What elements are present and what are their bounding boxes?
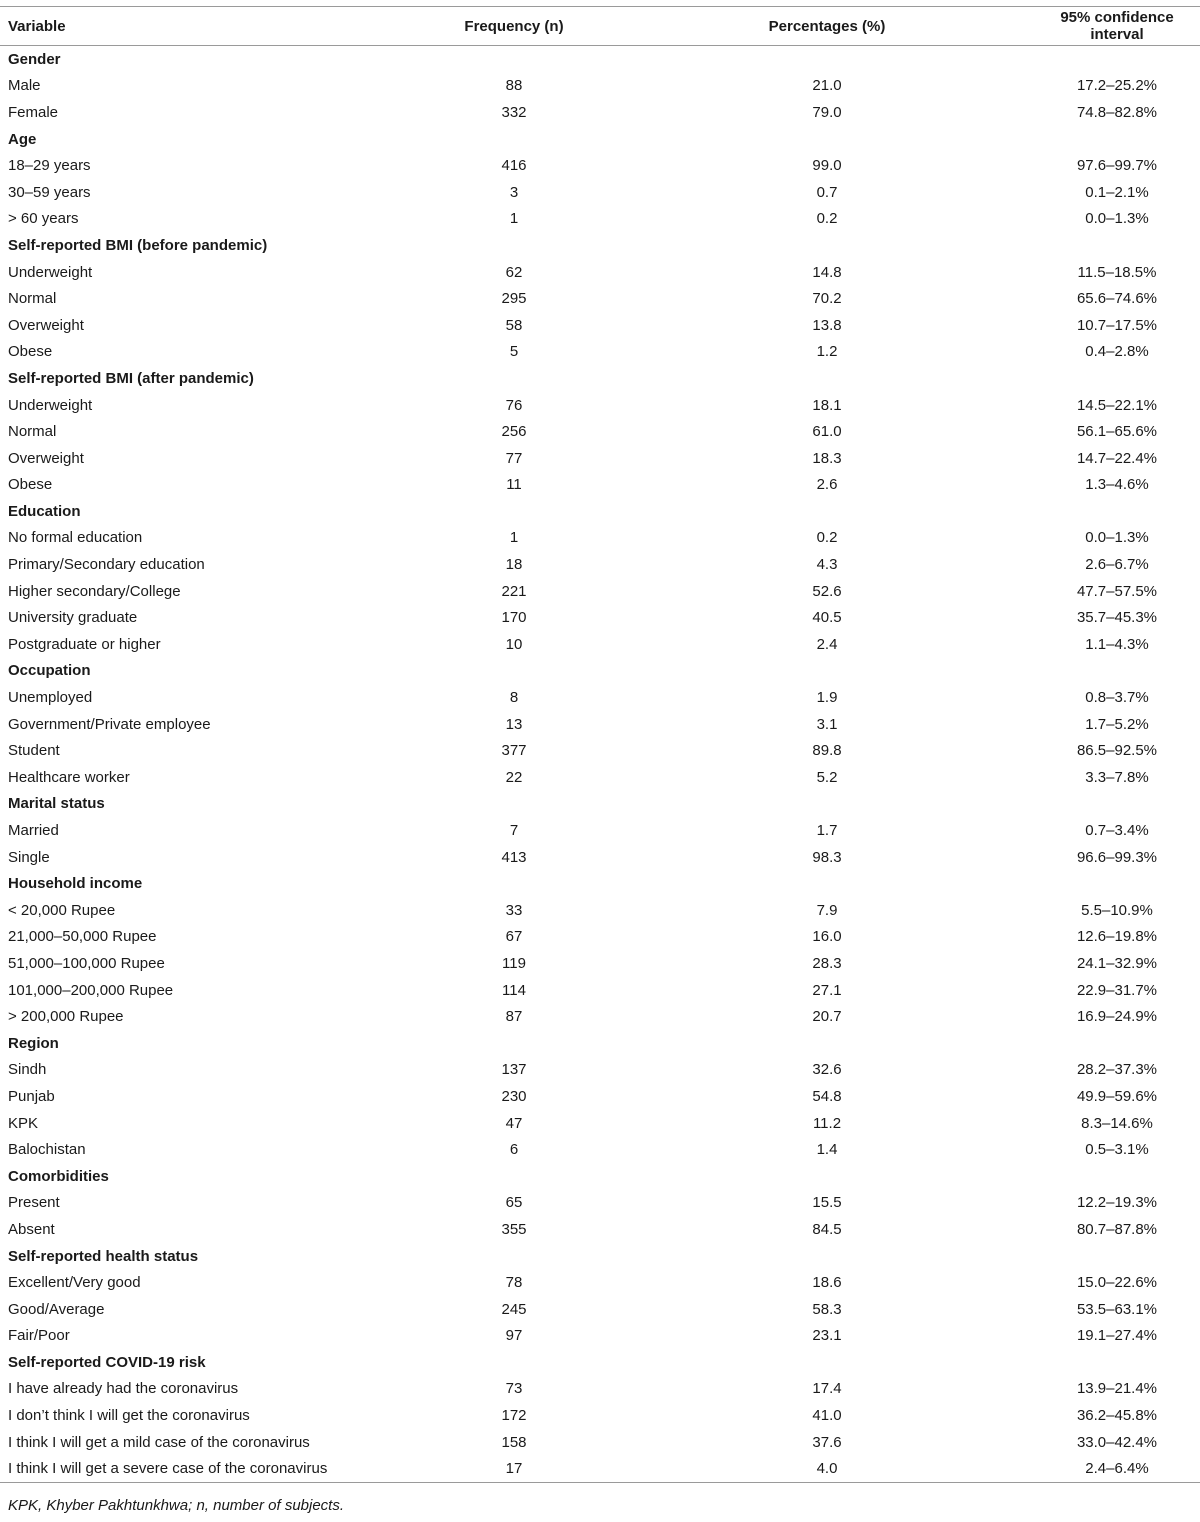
header-percentages: Percentages (%) <box>620 7 944 46</box>
group-title: Self-reported BMI (after pandemic) <box>8 369 254 387</box>
table-row <box>0 1083 1200 1110</box>
cell-variable: No formal education <box>8 529 143 547</box>
table-row <box>0 551 1200 578</box>
cell-frequency: 33 <box>505 901 523 919</box>
cell-confidence-interval: 33.0–42.4% <box>1076 1433 1158 1451</box>
group-title: Region <box>8 1034 59 1052</box>
cell-variable: Underweight <box>8 396 93 414</box>
cell-confidence-interval: 47.7–57.5% <box>1076 582 1158 600</box>
cell-percentage: 7.9 <box>816 901 838 919</box>
cell-confidence-interval: 14.5–22.1% <box>1076 396 1158 414</box>
cell-frequency: 76 <box>505 396 523 414</box>
table-row <box>0 764 1200 791</box>
cell-variable: Male <box>8 77 41 95</box>
cell-variable: 21,000–50,000 Rupee <box>8 928 157 946</box>
table-row <box>0 604 1200 631</box>
cell-percentage: 61.0 <box>812 423 842 441</box>
cell-confidence-interval: 2.6–6.7% <box>1085 556 1149 574</box>
cell-percentage: 79.0 <box>812 103 842 121</box>
cell-frequency: 97 <box>505 1327 523 1345</box>
group-title: Marital status <box>8 795 105 813</box>
group-title: Household income <box>8 875 143 893</box>
cell-variable: Excellent/Very good <box>8 1274 141 1292</box>
group-title: Self-reported COVID-19 risk <box>8 1353 206 1371</box>
cell-variable: Good/Average <box>8 1300 105 1318</box>
cell-variable: Primary/Secondary education <box>8 556 205 574</box>
cell-variable: Obese <box>8 343 53 361</box>
table-row <box>0 1323 1200 1350</box>
cell-percentage: 89.8 <box>812 742 842 760</box>
cell-confidence-interval: 86.5–92.5% <box>1076 742 1158 760</box>
cell-confidence-interval: 97.6–99.7% <box>1076 157 1158 175</box>
table-row <box>0 1376 1200 1403</box>
cell-confidence-interval: 53.5–63.1% <box>1076 1300 1158 1318</box>
cell-variable: I think I will get a severe case of the coronavirus <box>0 1455 392 1482</box>
cell-frequency: 78 <box>505 1274 523 1292</box>
cell-percentage: 84.5 <box>812 1220 842 1238</box>
group-header-row <box>0 498 1200 525</box>
cell-percentage: 18.1 <box>812 396 842 414</box>
cell-frequency: 170 <box>501 609 527 627</box>
cell-frequency: 8 <box>509 689 519 707</box>
group-title: Self-reported BMI (before pandemic) <box>8 236 268 254</box>
cell-confidence-interval: 0.1–2.1% <box>1085 183 1149 201</box>
cell-percentage: 14.8 <box>812 263 842 281</box>
table-row <box>0 179 1200 206</box>
table-row <box>0 1429 1200 1456</box>
table-row <box>0 897 1200 924</box>
table-row <box>0 1003 1200 1030</box>
cell-percentage: 99.0 <box>812 157 842 175</box>
cell-frequency: 73 <box>505 1380 523 1398</box>
group-header-row <box>0 1163 1200 1190</box>
table-row <box>0 259 1200 286</box>
cell-percentage: 0.2 <box>816 210 838 228</box>
cell-frequency: 332 <box>501 103 527 121</box>
cell-percentage: 40.5 <box>812 609 842 627</box>
cell-variable: Unemployed <box>8 689 93 707</box>
group-header-row <box>0 365 1200 392</box>
cell-frequency: 6 <box>509 1141 519 1159</box>
cell-frequency: 256 <box>501 423 527 441</box>
cell-confidence-interval: 36.2–45.8% <box>1076 1407 1158 1425</box>
cell-variable: Student <box>8 742 60 760</box>
cell-confidence-interval: 15.0–22.6% <box>1076 1274 1158 1292</box>
cell-confidence-interval: 96.6–99.3% <box>1076 848 1158 866</box>
group-title: Occupation <box>8 662 91 680</box>
group-header-row <box>0 1030 1200 1057</box>
cell-percentage: 15.5 <box>812 1194 842 1212</box>
cell-percentage: 70.2 <box>812 290 842 308</box>
cell-variable: Balochistan <box>8 1141 86 1159</box>
cell-confidence-interval: 2.4–6.4% <box>944 1455 1200 1482</box>
cell-percentage: 1.9 <box>816 689 838 707</box>
cell-variable: Normal <box>8 290 57 308</box>
cell-frequency: 137 <box>501 1061 527 1079</box>
table-row <box>0 152 1200 179</box>
cell-confidence-interval: 8.3–14.6% <box>1081 1114 1153 1132</box>
cell-confidence-interval: 56.1–65.6% <box>1076 423 1158 441</box>
cell-variable: Obese <box>8 476 53 494</box>
cell-percentage: 21.0 <box>812 77 842 95</box>
cell-frequency: 22 <box>505 768 523 786</box>
cell-confidence-interval: 65.6–74.6% <box>1076 290 1158 308</box>
cell-percentage: 23.1 <box>812 1327 842 1345</box>
cell-percentage: 0.7 <box>816 183 838 201</box>
cell-confidence-interval: 0.0–1.3% <box>1085 529 1149 547</box>
cell-confidence-interval: 1.3–4.6% <box>1085 476 1149 494</box>
group-header-row <box>0 126 1200 153</box>
table-row <box>0 924 1200 951</box>
cell-confidence-interval: 5.5–10.9% <box>1081 901 1153 919</box>
cell-frequency: 221 <box>501 582 527 600</box>
cell-frequency: 119 <box>502 954 526 972</box>
cell-variable: I have already had the coronavirus <box>8 1380 239 1398</box>
group-header-row <box>0 658 1200 685</box>
header-row <box>0 7 1200 46</box>
cell-percentage: 5.2 <box>816 768 838 786</box>
cell-variable: Female <box>8 103 59 121</box>
cell-percentage: 37.6 <box>812 1433 842 1451</box>
cell-frequency: 1 <box>509 210 519 228</box>
cell-variable: > 200,000 Rupee <box>8 1008 124 1026</box>
cell-percentage: 27.1 <box>812 981 842 999</box>
cell-confidence-interval: 35.7–45.3% <box>1076 609 1158 627</box>
table-footnote: KPK, Khyber Pakhtunkhwa; n, number of subjects. <box>8 1497 345 1514</box>
table-body <box>0 46 1200 1483</box>
cell-confidence-interval: 13.9–21.4% <box>1076 1380 1158 1398</box>
table-row <box>0 737 1200 764</box>
table-row <box>0 73 1200 100</box>
cell-frequency: 172 <box>501 1407 527 1425</box>
cell-variable: Higher secondary/College <box>8 582 181 600</box>
cell-frequency: 7 <box>509 822 519 840</box>
cell-confidence-interval: 80.7–87.8% <box>1076 1220 1158 1238</box>
cell-percentage: 1.7 <box>816 822 838 840</box>
cell-confidence-interval: 10.7–17.5% <box>1076 316 1158 334</box>
cell-confidence-interval: 1.7–5.2% <box>1085 715 1149 733</box>
cell-frequency: 47 <box>505 1114 523 1132</box>
cell-confidence-interval: 12.6–19.8% <box>1076 928 1158 946</box>
table-row <box>0 1110 1200 1137</box>
cell-frequency: 230 <box>501 1087 527 1105</box>
cell-frequency: 10 <box>505 635 523 653</box>
cell-variable: I think I will get a mild case of the coronavirus <box>8 1433 310 1451</box>
table-row <box>0 1402 1200 1429</box>
cell-confidence-interval: 74.8–82.8% <box>1076 103 1158 121</box>
cell-frequency: 377 <box>501 742 527 760</box>
cell-frequency: 11 <box>506 476 522 494</box>
table-row <box>0 817 1200 844</box>
cell-variable: KPK <box>8 1114 39 1132</box>
cell-percentage: 4.0 <box>620 1455 944 1482</box>
group-header-row <box>0 1349 1200 1376</box>
table-row <box>0 1190 1200 1217</box>
cell-percentage: 16.0 <box>812 928 842 946</box>
table-row <box>0 1136 1200 1163</box>
table-row <box>0 525 1200 552</box>
cell-percentage: 4.3 <box>816 556 838 574</box>
cell-variable: Government/Private employee <box>8 715 211 733</box>
cell-frequency: 88 <box>505 77 523 95</box>
cell-variable: 30–59 years <box>8 183 91 201</box>
cell-frequency: 413 <box>501 848 527 866</box>
table-row <box>0 1296 1200 1323</box>
table-row <box>0 418 1200 445</box>
cell-frequency: 114 <box>502 981 526 999</box>
table-row <box>0 445 1200 472</box>
table-row <box>0 950 1200 977</box>
cell-confidence-interval: 19.1–27.4% <box>1076 1327 1158 1345</box>
cell-frequency: 58 <box>505 316 523 334</box>
table-row <box>0 1216 1200 1243</box>
table-row <box>0 711 1200 738</box>
cell-variable: < 20,000 Rupee <box>8 901 116 919</box>
cell-percentage: 54.8 <box>812 1087 842 1105</box>
cell-frequency: 3 <box>509 183 519 201</box>
cell-percentage: 41.0 <box>812 1407 842 1425</box>
cell-percentage: 1.2 <box>816 343 838 361</box>
cell-variable: Normal <box>8 423 57 441</box>
group-title: Education <box>8 502 81 520</box>
cell-frequency: 5 <box>509 343 519 361</box>
cell-percentage: 52.6 <box>812 582 842 600</box>
cell-percentage: 13.8 <box>812 316 842 334</box>
cell-frequency: 355 <box>501 1220 527 1238</box>
cell-percentage: 32.6 <box>812 1061 842 1079</box>
table-row <box>0 844 1200 871</box>
group-header-row <box>0 791 1200 818</box>
cell-percentage: 98.3 <box>812 848 842 866</box>
cell-confidence-interval: 24.1–32.9% <box>1076 954 1158 972</box>
table-row <box>0 285 1200 312</box>
cell-variable: 51,000–100,000 Rupee <box>8 954 165 972</box>
table-row <box>0 312 1200 339</box>
cell-frequency: 18 <box>505 556 523 574</box>
header-confidence-interval: 95% confidence interval <box>944 7 1200 46</box>
demographics-table <box>0 6 1200 1483</box>
cell-variable: Present <box>8 1194 60 1212</box>
cell-variable: Healthcare worker <box>8 768 130 786</box>
cell-variable: Punjab <box>8 1087 55 1105</box>
table-row <box>0 1057 1200 1084</box>
cell-percentage: 11.2 <box>812 1114 842 1132</box>
group-header-row <box>0 232 1200 259</box>
cell-frequency: 17 <box>392 1455 620 1482</box>
cell-percentage: 28.3 <box>812 954 842 972</box>
cell-percentage: 1.4 <box>816 1141 838 1159</box>
cell-frequency: 77 <box>505 449 523 467</box>
cell-confidence-interval: 14.7–22.4% <box>1076 449 1158 467</box>
table-row <box>0 206 1200 233</box>
table-row <box>0 631 1200 658</box>
table-row <box>0 1455 1200 1482</box>
cell-percentage: 2.6 <box>816 476 838 494</box>
cell-confidence-interval: 22.9–31.7% <box>1076 981 1158 999</box>
cell-frequency: 87 <box>505 1008 523 1026</box>
cell-confidence-interval: 28.2–37.3% <box>1076 1061 1158 1079</box>
cell-variable: Sindh <box>8 1061 47 1079</box>
table-row <box>0 578 1200 605</box>
cell-confidence-interval: 0.5–3.1% <box>1085 1141 1149 1159</box>
cell-confidence-interval: 0.8–3.7% <box>1085 689 1149 707</box>
cell-confidence-interval: 0.4–2.8% <box>1085 343 1149 361</box>
cell-variable: Postgraduate or higher <box>8 635 161 653</box>
group-header-row <box>0 1243 1200 1270</box>
group-header-row <box>0 46 1200 73</box>
cell-confidence-interval: 16.9–24.9% <box>1076 1008 1158 1026</box>
cell-frequency: 416 <box>501 157 527 175</box>
cell-confidence-interval: 12.2–19.3% <box>1076 1194 1158 1212</box>
cell-percentage: 18.3 <box>812 449 842 467</box>
header-frequency: Frequency (n) <box>392 7 620 46</box>
cell-frequency: 245 <box>501 1300 527 1318</box>
cell-confidence-interval: 0.7–3.4% <box>1085 822 1149 840</box>
header-variable: Variable <box>0 7 392 46</box>
cell-variable: 101,000–200,000 Rupee <box>8 981 174 999</box>
cell-variable: I don’t think I will get the coronavirus <box>8 1407 250 1425</box>
table-row <box>0 684 1200 711</box>
cell-percentage: 3.1 <box>816 715 838 733</box>
group-title: Gender <box>8 50 61 68</box>
cell-confidence-interval: 3.3–7.8% <box>1085 768 1149 786</box>
cell-confidence-interval: 49.9–59.6% <box>1076 1087 1158 1105</box>
cell-confidence-interval: 11.5–18.5% <box>1077 263 1157 281</box>
cell-variable: Fair/Poor <box>8 1327 70 1345</box>
cell-frequency: 13 <box>505 715 523 733</box>
table-row <box>0 1269 1200 1296</box>
cell-variable: Absent <box>8 1220 55 1238</box>
cell-percentage: 18.6 <box>812 1274 842 1292</box>
cell-frequency: 67 <box>505 928 523 946</box>
cell-confidence-interval: 0.0–1.3% <box>1085 210 1149 228</box>
table-row <box>0 392 1200 419</box>
group-header-row <box>0 870 1200 897</box>
cell-variable: University graduate <box>8 609 138 627</box>
cell-percentage: 17.4 <box>812 1380 842 1398</box>
cell-variable: > 60 years <box>8 210 79 228</box>
cell-variable: Single <box>8 848 50 866</box>
cell-variable: Overweight <box>8 316 84 334</box>
cell-frequency: 295 <box>501 290 527 308</box>
cell-frequency: 1 <box>509 529 519 547</box>
cell-confidence-interval: 1.1–4.3% <box>1085 635 1149 653</box>
table-row <box>0 339 1200 366</box>
cell-percentage: 0.2 <box>816 529 838 547</box>
table-row <box>0 472 1200 499</box>
table-row <box>0 99 1200 126</box>
cell-percentage: 20.7 <box>812 1008 842 1026</box>
group-title: Self-reported health status <box>8 1247 199 1265</box>
cell-frequency: 158 <box>501 1433 527 1451</box>
cell-confidence-interval: 17.2–25.2% <box>1076 77 1158 95</box>
cell-percentage: 2.4 <box>816 635 838 653</box>
group-title: Age <box>8 130 37 148</box>
cell-frequency: 65 <box>505 1194 523 1212</box>
cell-percentage: 58.3 <box>812 1300 842 1318</box>
cell-variable: Overweight <box>8 449 84 467</box>
cell-frequency: 62 <box>505 263 523 281</box>
group-title: Comorbidities <box>8 1167 109 1185</box>
cell-variable: Underweight <box>8 263 93 281</box>
cell-variable: 18–29 years <box>8 157 91 175</box>
table-row <box>0 977 1200 1004</box>
cell-variable: Married <box>8 822 59 840</box>
